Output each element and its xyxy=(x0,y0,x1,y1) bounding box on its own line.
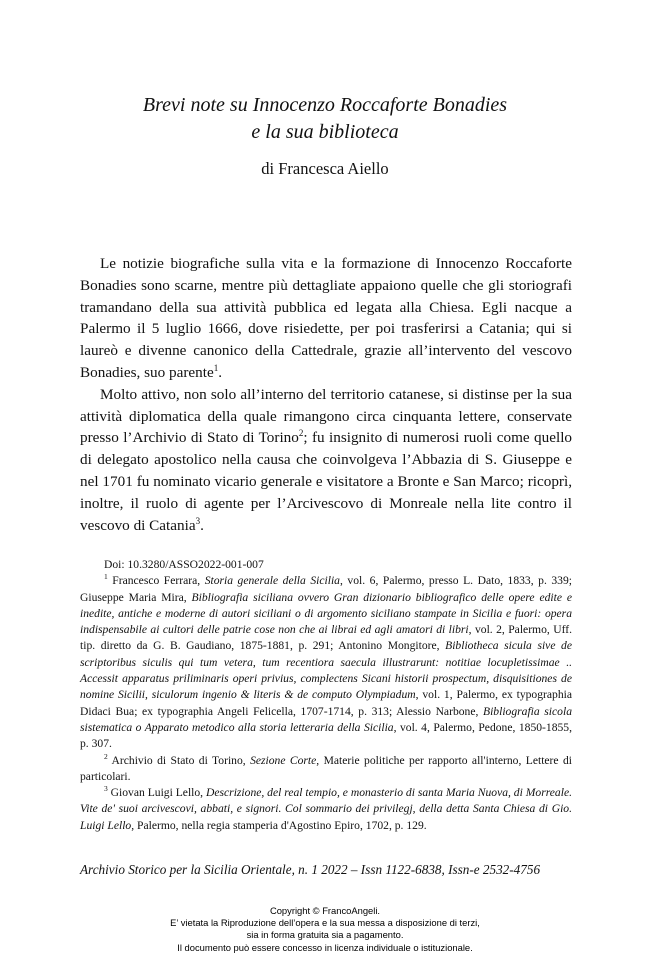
footnote-ref-3[interactable]: 3 xyxy=(195,515,201,526)
journal-citation: Archivio Storico per la Sicilia Orientale, n. 1 2022 – Issn 1122-6838, Issn-e 2532-4756 xyxy=(80,862,541,877)
doi: Doi: 10.3280/ASSO2022-001-007 xyxy=(104,558,264,571)
paragraph-2: Molto attivo, non solo all’interno del territorio catanese, si distinse per la sua attività diplomatica della quale rimangono circa cinquanta lettere, conservate presso l’Archivio di Stato di Torino$^2$; fu insignito di numerosi ruoli come quello di delegato apostolico nella causa che coinvolgeva l’Abbazia di S. Giuseppe e nel 1701 fu nominato vicario generale e visitatore a Bronte e San Marco; ricoprì, inoltre, il ruolo di agente per l’Arcivescovo di Monreale nella lite contro il vescovo di Catania$^3$. xyxy=(80,385,573,534)
copyright-line: sia in forma gratuita sia a pagamento. xyxy=(246,929,404,941)
footnote-3: $^3$ Giovan Luigi Lello, Descrizione, del real tempio, e monasterio di santa Maria Nuova, di Morreale. Vite de' suoi arcivescovi, abbati, e signori. Col sommario dei privilegj, della detta Santa Chiesa di Gio. Luigi Lello, Palermo, nella regia stamperia d'Agostino Epiro, 1702, p. 129. xyxy=(80,784,572,832)
copyright-line: Copyright © FrancoAngeli. xyxy=(269,905,381,916)
copyright-line: Il documento può essere concesso in licenza individuale o istituzionale. xyxy=(177,941,473,953)
footnote-ref-2[interactable]: 2 xyxy=(298,428,304,439)
author-byline: di Francesca Aiello xyxy=(261,159,389,178)
footnotes xyxy=(80,557,572,834)
paragraph-1: Le notizie biografiche sulla vita e la formazione di Innocenzo Roccaforte Bonadies sono scarne, mentre più dettagliate appaiono quelle che gli storiografi tramandano della sua attività pubblica ed legata alla Chiesa. Egli nacque a Palermo il 5 luglio 1666, dove risiedette, per poi trasferirsi a Catania; qui si laureò e divenne canonico della Cattedrale, grazie all’intervento del vescovo Bonadies, suo parente$^1$. xyxy=(80,255,572,381)
copyright-notice xyxy=(0,905,650,954)
footnote-ref-1[interactable]: 1 xyxy=(213,362,219,373)
footnote-1: $^1$ Francesco Ferrara, Storia generale della Sicilia, vol. 6, Palermo, presso L. Dato, 1833, p. 339; Giuseppe Maria Mira, Bibliografia siciliana ovvero Gran dizionario bibliografico delle opere edite e inedite, antiche e moderne di autori siciliani o di argomento siciliano stampate in Sicilia e fuori: opera indispensabile ai cultori delle patrie cose non che ai librai ed agli amatori di libri, vol. 2, Palermo, Uff. tip. diretto da G. B. Gaudiano, 1875-1881, p. 291; Antonino Mongitore, Bibliotheca sicula sive de scriptoribus siculis qui tum vetera, tum recentiora saecula illustrarunt: notitiae locupletissimae .. Accessit apparatus priliminaris operi privius, complectens Sicani historii prospectum, disquisitiones de nomine Sicilii, siculorum ingenio & literis & de computo Olympiadum, vol. 1, Palermo, ex typographia Didaci Bua; ex typographia Angeli Felicella, 1707-1714, p. 313; Alessio Narbone, Bibliografia sicola sistematica o Apparato metodico alla storia letteraria della Sicilia, vol. 4, Palermo, Pedone, 1850-1855, p. 307. xyxy=(80,572,572,751)
title-line-2: e la sua biblioteca xyxy=(251,121,399,143)
title-line-1: Brevi note su Innocenzo Roccaforte Bonadies xyxy=(142,94,508,116)
footnote-2: $^2$ Archivio di Stato di Torino, Sezione Corte, Materie politiche per rapporto all'interno, Lettere di particolari. xyxy=(80,751,572,783)
article-body xyxy=(80,253,572,536)
article-title xyxy=(0,92,650,146)
copyright-line: E’ vietata la Riproduzione dell’opera e la sua messa a disposizione di terzi, xyxy=(170,917,480,929)
